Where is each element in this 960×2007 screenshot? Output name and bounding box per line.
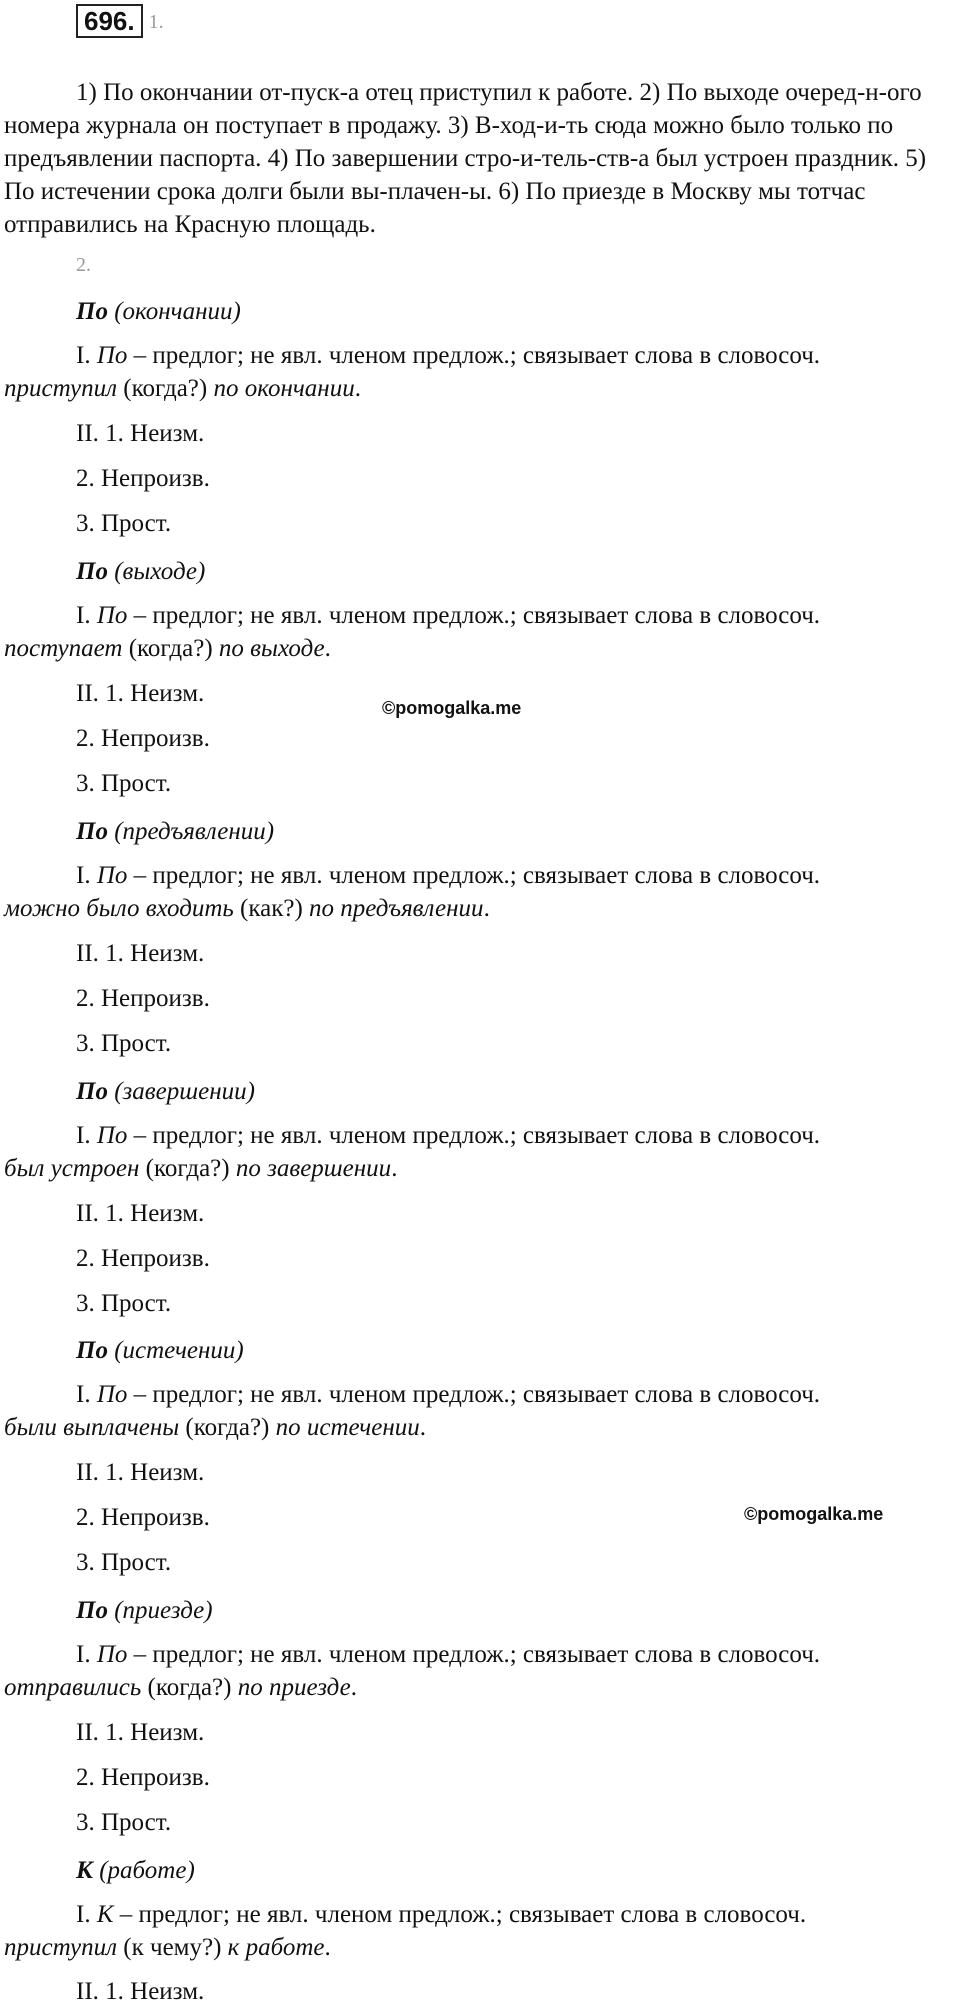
entry-definition-line	[76, 1380, 820, 1410]
entry-noun: (завершении)	[114, 1078, 255, 1105]
entry-phrase: к работе	[227, 1934, 325, 1961]
entry-phrase-line	[4, 1933, 331, 1963]
task1-paragraph: 1) По окончании от-пуск-а отец приступил к работе. 2) По выходе очеред-н-ого номера журнала он поступает в продажу. 3) В-ход-и-ть сюда можно было только по предъявлении паспорта. 4) По завершении стро-и-тель-ств-а был устроен праздник. 5) По истечении срока долги были вы-плачен-ы. 6) По приезде в Москву мы тотчас отправились на Красную площадь.	[4, 79, 927, 238]
entry-heading	[76, 557, 205, 587]
roman-numeral: I.	[76, 602, 97, 629]
entry-preposition: По	[76, 1078, 108, 1105]
entry-period: .	[350, 1674, 357, 1701]
morph-feature-1: II. 1. Неизм.	[76, 1459, 205, 1486]
entry-question: (к чему?)	[117, 1934, 228, 1961]
roman-numeral: I.	[76, 342, 97, 369]
entry-phrase: по выходе	[218, 635, 325, 662]
morph-feature-2: 2. Непроизв.	[76, 1245, 210, 1272]
entry-question: (когда?)	[117, 375, 214, 402]
entry-verb: был устроен	[4, 1155, 140, 1182]
entry-noun: (окончании)	[114, 298, 241, 325]
morph-feature-1: II. 1. Неизм.	[76, 1719, 205, 1746]
exercise-number: 696.	[76, 4, 143, 38]
definition-text: – предлог; не явл. членом предлож.; связывает слова в словосоч.	[113, 1901, 807, 1928]
entry-phrase: по завершении	[235, 1155, 392, 1182]
morph-feature-2: 2. Непроизв.	[76, 1764, 210, 1791]
entry-preposition-italic: По	[96, 1122, 128, 1149]
entry-question: (когда?)	[141, 1674, 238, 1701]
definition-text: – предлог; не явл. членом предлож.; связывает слова в словосоч.	[127, 342, 821, 369]
entry-preposition: К	[76, 1857, 93, 1884]
entry-definition-line	[76, 1900, 806, 1930]
roman-numeral: I.	[76, 1122, 97, 1149]
definition-text: – предлог; не явл. членом предлож.; связывает слова в словосоч.	[127, 1122, 821, 1149]
morph-feature-3: 3. Прост.	[76, 510, 172, 537]
entry-noun: (работе)	[99, 1857, 195, 1884]
morph-feature-2: 2. Непроизв.	[76, 465, 210, 492]
entry-verb: отправились	[4, 1674, 142, 1701]
entry-preposition-italic: По	[96, 342, 128, 369]
entry-phrase-line	[4, 1413, 426, 1443]
definition-text: – предлог; не явл. членом предлож.; связывает слова в словосоч.	[127, 862, 821, 889]
entry-question: (когда?)	[139, 1155, 236, 1182]
entry-verb: приступил	[4, 375, 118, 402]
morph-feature-3: 3. Прост.	[76, 1809, 172, 1836]
entry-question: (когда?)	[122, 635, 219, 662]
entry-period: .	[391, 1155, 398, 1182]
entry-heading	[76, 297, 241, 327]
entry-phrase: по окончании	[213, 375, 355, 402]
entry-verb: приступил	[4, 1934, 118, 1961]
entry-definition-line	[76, 1640, 820, 1670]
entry-question: (когда?)	[179, 1414, 276, 1441]
roman-numeral: I.	[76, 1901, 97, 1928]
entry-phrase-line	[4, 1673, 357, 1703]
entry-noun: (выходе)	[114, 558, 206, 585]
entry-phrase-line	[4, 374, 361, 404]
entry-preposition: По	[76, 1597, 108, 1624]
entry-heading	[76, 1856, 195, 1886]
roman-numeral: I.	[76, 862, 97, 889]
morph-feature-1: II. 1. Неизм.	[76, 420, 205, 447]
definition-text: – предлог; не явл. членом предлож.; связывает слова в словосоч.	[127, 602, 821, 629]
entry-definition-line	[76, 601, 820, 631]
morph-feature-2: 2. Непроизв.	[76, 985, 210, 1012]
entry-noun: (приезде)	[114, 1597, 213, 1624]
entry-period: .	[483, 895, 490, 922]
entry-preposition-italic: По	[96, 602, 128, 629]
entry-definition-line	[76, 1121, 820, 1151]
entry-preposition-italic: По	[96, 1381, 128, 1408]
entry-period: .	[419, 1414, 426, 1441]
entry-noun: (предъявлении)	[114, 818, 275, 845]
roman-numeral: I.	[76, 1381, 97, 1408]
entry-preposition: По	[76, 818, 108, 845]
entry-noun: (истечении)	[114, 1337, 244, 1364]
entry-phrase-line	[4, 894, 490, 924]
morph-feature-2: 2. Непроизв.	[76, 1504, 210, 1531]
entry-phrase-line	[4, 1154, 397, 1184]
entry-verb: поступает	[4, 635, 123, 662]
entry-definition-line	[76, 341, 820, 371]
morph-feature-1: II. 1. Неизм.	[76, 1200, 205, 1227]
exercise-header	[76, 4, 164, 38]
watermark: ©pomogalka.me	[744, 1504, 884, 1524]
entry-heading	[76, 1596, 213, 1626]
morph-feature-3: 3. Прост.	[76, 1290, 172, 1317]
morph-feature-2: 2. Непроизв.	[76, 725, 210, 752]
entry-period: .	[324, 635, 331, 662]
part2-label: 2.	[76, 254, 91, 276]
entry-heading	[76, 1077, 255, 1107]
entry-heading	[76, 817, 274, 847]
entry-verb: были выплачены	[4, 1414, 180, 1441]
entry-phrase: по предъявлении	[309, 895, 484, 922]
entry-question: (как?)	[233, 895, 310, 922]
entry-phrase: по истечении	[275, 1414, 420, 1441]
morph-feature-1: II. 1. Неизм.	[76, 1978, 205, 2005]
entry-period: .	[354, 375, 361, 402]
entry-phrase: по приезде	[237, 1674, 351, 1701]
part1-label: 1.	[148, 11, 164, 33]
morph-feature-3: 3. Прост.	[76, 1030, 172, 1057]
entry-preposition-italic: По	[96, 1641, 128, 1668]
entry-phrase-line	[4, 634, 331, 664]
morph-feature-1: II. 1. Неизм.	[76, 940, 205, 967]
entry-period: .	[324, 1934, 331, 1961]
entry-heading	[76, 1336, 244, 1366]
entry-preposition-italic: К	[96, 1901, 114, 1928]
definition-text: – предлог; не явл. членом предлож.; связывает слова в словосоч.	[127, 1381, 821, 1408]
definition-text: – предлог; не явл. членом предлож.; связывает слова в словосоч.	[127, 1641, 821, 1668]
entry-preposition-italic: По	[96, 862, 128, 889]
morph-feature-3: 3. Прост.	[76, 770, 172, 797]
entry-preposition: По	[76, 558, 108, 585]
entry-preposition: По	[76, 298, 108, 325]
entry-definition-line	[76, 861, 820, 891]
watermark: ©pomogalka.me	[382, 698, 522, 718]
roman-numeral: I.	[76, 1641, 97, 1668]
entry-verb: можно было входить	[4, 895, 234, 922]
morph-feature-1: II. 1. Неизм.	[76, 680, 205, 707]
entry-preposition: По	[76, 1337, 108, 1364]
morph-feature-3: 3. Прост.	[76, 1549, 172, 1576]
